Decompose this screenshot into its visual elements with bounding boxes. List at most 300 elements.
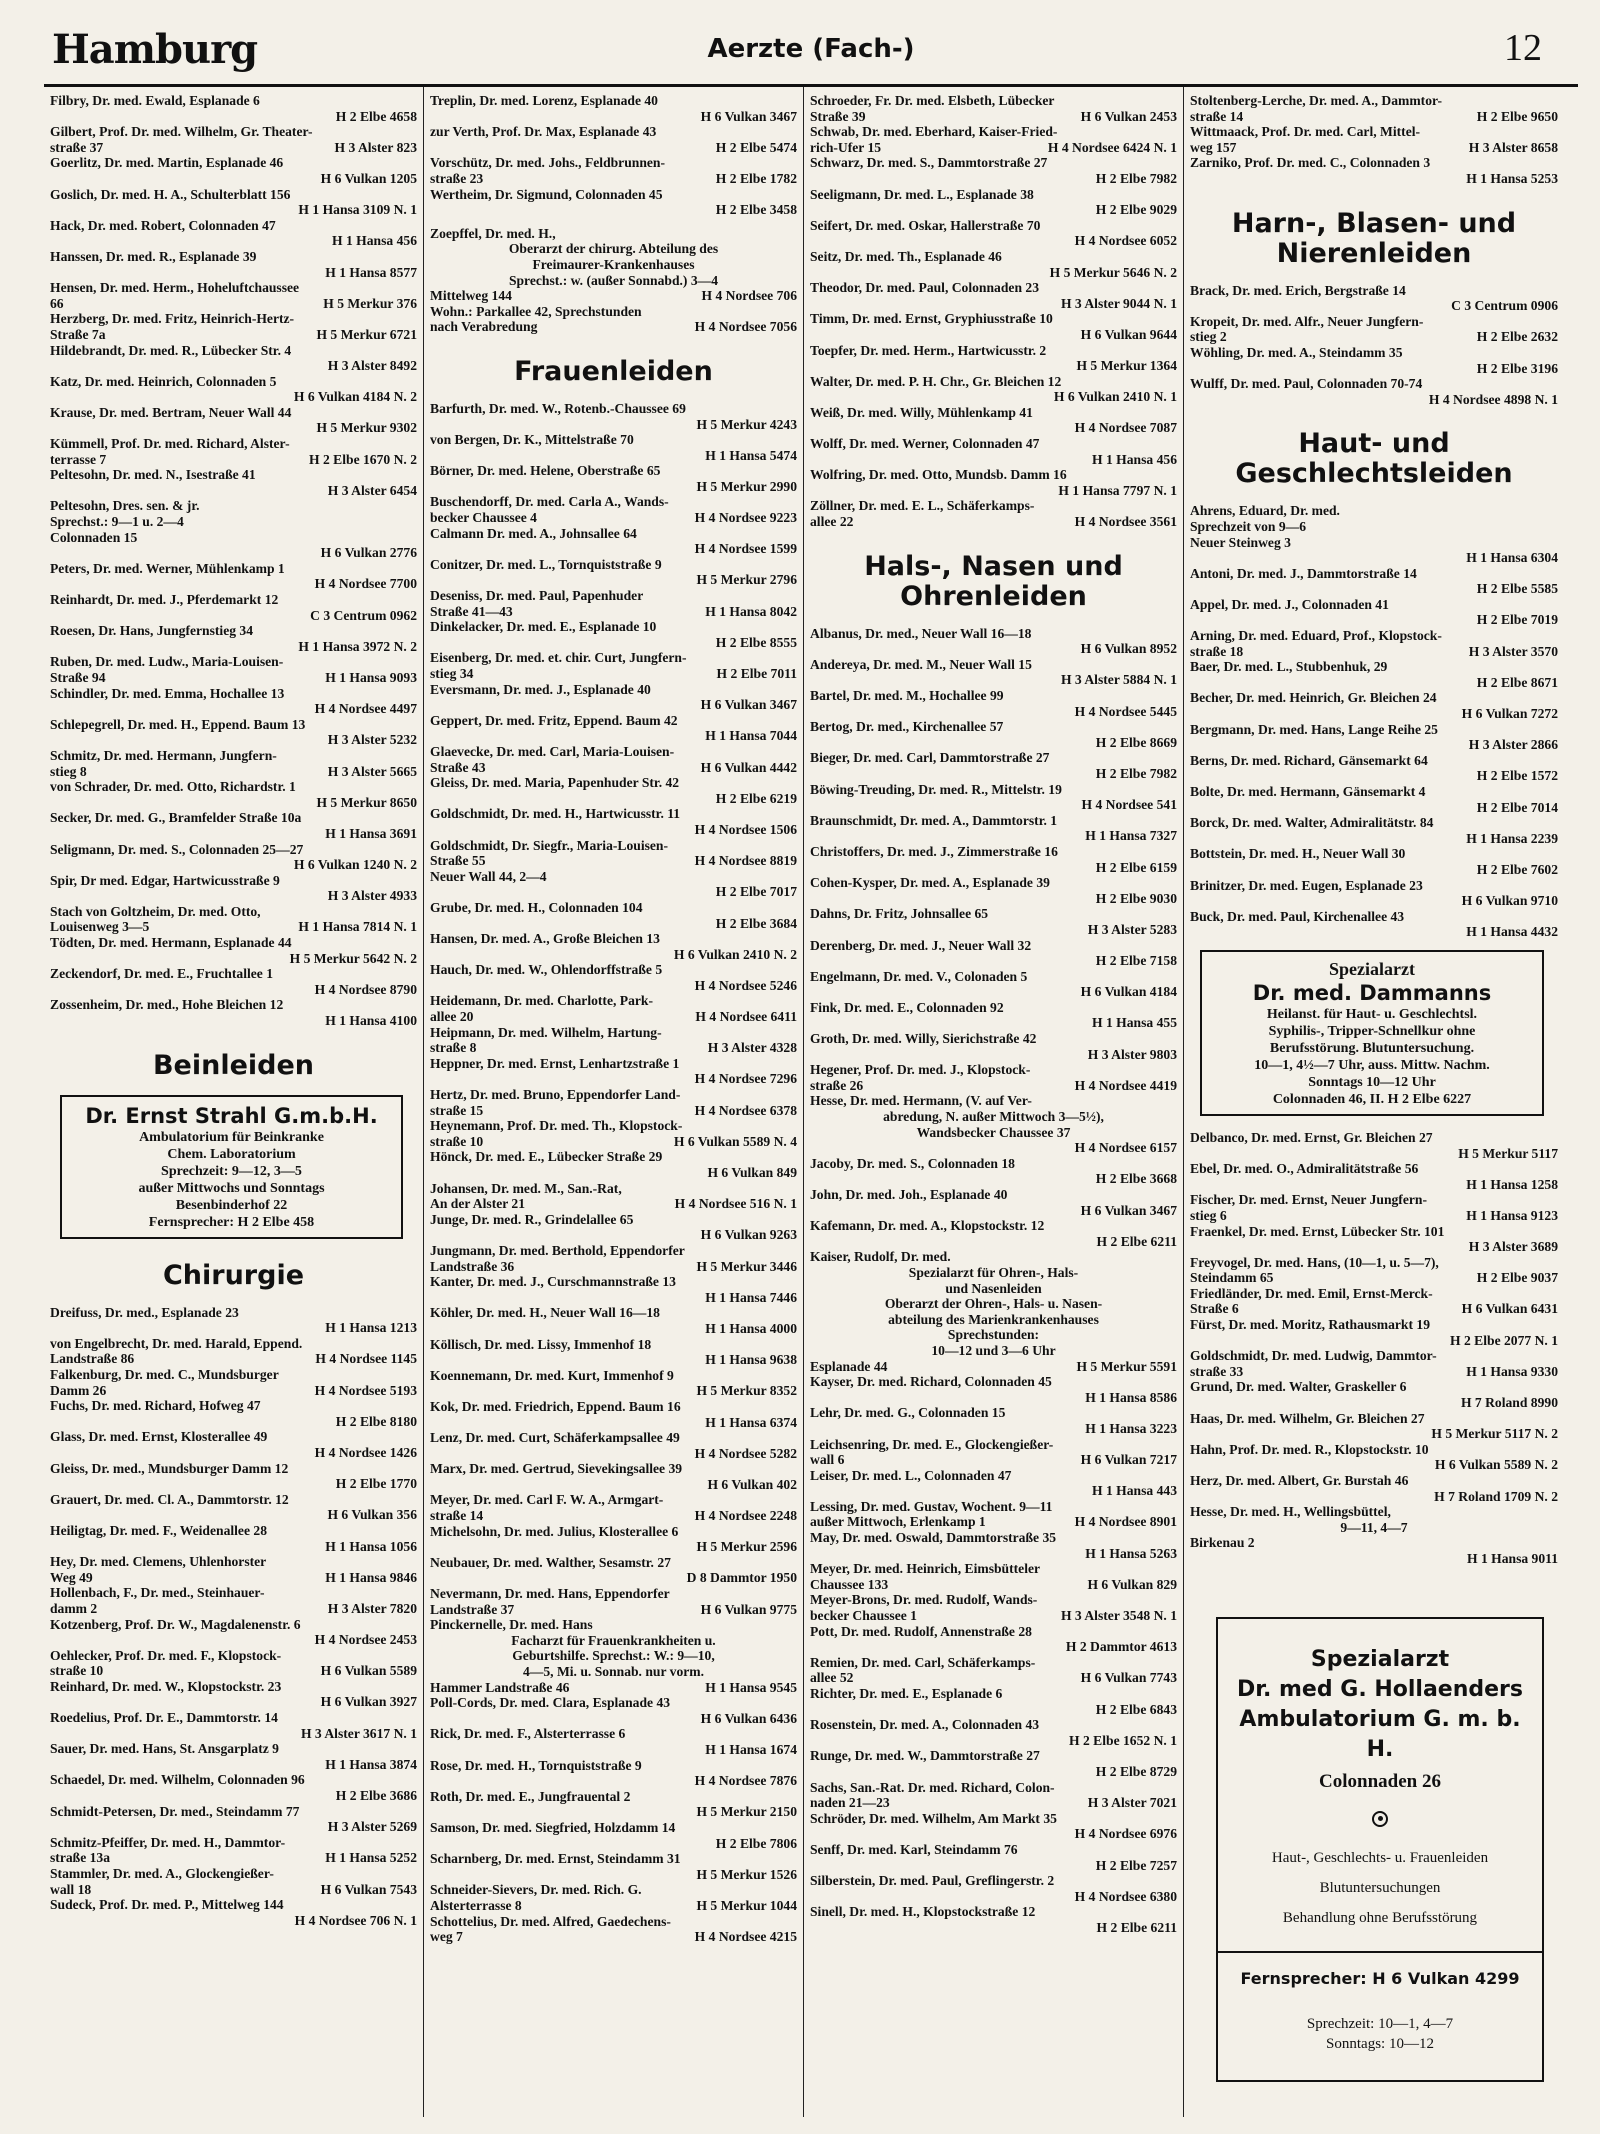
entry-name: Silberstein, Dr. med. Paul, Greflingerstr. 2 [810, 1873, 1055, 1889]
entry-continuation-row [810, 1795, 1177, 1811]
entry-name: Hanssen, Dr. med. R., Esplanade 39 [50, 248, 257, 264]
entry-name: Böwing-Treuding, Dr. med. R., Mittelstr. 19 [810, 781, 1062, 797]
entry-continuation-row [810, 1577, 1177, 1593]
listing-entry [810, 813, 1177, 844]
listing-entry [50, 623, 417, 654]
entry-name: Reinhard, Dr. med. W., Klopstockstr. 23 [50, 1678, 282, 1694]
entry-name: Scharnberg, Dr. med. Ernst, Steindamm 31 [430, 1851, 681, 1867]
entry-phone: H 3 Alster 823 [334, 139, 417, 155]
listing-entry [1190, 345, 1558, 376]
entry-phone: H 6 Vulkan 829 [1087, 1576, 1177, 1592]
listing-entry [1190, 659, 1558, 690]
entry-name: Hesse, Dr. med. Hermann, (V. auf Ver- [810, 1093, 1032, 1109]
listing-entry [810, 1156, 1177, 1187]
entry-phone: H 2 Elbe 1670 N. 2 [309, 451, 417, 467]
entry-phone: H 3 Alster 7021 [1087, 1795, 1177, 1811]
entry-phone: H 3 Alster 4328 [707, 1040, 797, 1056]
listing-entry [810, 1437, 1177, 1468]
entry-continuation-row [810, 1608, 1177, 1624]
listing-entry [1190, 1286, 1558, 1317]
entry-phone: H 1 Hansa 5263 [1085, 1545, 1177, 1561]
ring-ornament-icon [1372, 1811, 1388, 1827]
entry-address: Sprechst.: 9—1 u. 2—4 [50, 514, 184, 530]
listing-entry [810, 1780, 1177, 1811]
entry-name: Ebel, Dr. med. O., Admiralitätstraße 56 [1190, 1161, 1419, 1177]
ad-line: Behandlung ohne Berufsstörung [1282, 1909, 1478, 1926]
entry-address: straße 8 [430, 1040, 477, 1056]
entry-phone: H 6 Vulkan 3467 [700, 108, 797, 124]
entry-name: Ruben, Dr. med. Ludw., Maria-Louisen- [50, 654, 284, 670]
listing-entry [1190, 722, 1558, 753]
entry-detail: Wandsbecker Chaussee 37 [916, 1124, 1071, 1140]
entry-name: Goslich, Dr. med. H. A., Schulterblatt 156 [50, 186, 291, 202]
entry-name: Wertheim, Dr. Sigmund, Colonnaden 45 [430, 186, 663, 202]
entry-address: rich-Ufer 15 [810, 139, 882, 155]
entry-phone: H 1 Hansa 4000 [705, 1320, 797, 1336]
entry-phone: H 4 Nordsee 6380 [1074, 1888, 1177, 1904]
listing-entry [50, 1897, 417, 1928]
entry-address: straße 33 [1190, 1363, 1244, 1379]
listing-entry [1190, 1379, 1558, 1410]
listing-entry [430, 1492, 797, 1523]
entry-name: Dreifuss, Dr. med., Esplanade 23 [50, 1304, 239, 1320]
listing-entry [810, 1624, 1177, 1655]
page-header [44, 22, 1578, 87]
entry-phone: H 4 Nordsee 2248 [694, 1508, 797, 1524]
entry-continuation-row [430, 319, 797, 335]
entry-phone: H 1 Hansa 8577 [325, 264, 417, 280]
listing-entry [1190, 376, 1558, 407]
entry-name: Brack, Dr. med. Erich, Bergstraße 14 [1190, 282, 1406, 298]
entry-name: Toepfer, Dr. med. Herm., Hartwicusstr. 2 [810, 342, 1047, 358]
entry-address: straße 10 [50, 1663, 104, 1679]
listing-entry [50, 1741, 417, 1772]
listing-entry [430, 1149, 797, 1180]
listing-entry [50, 1554, 417, 1585]
entry-name: Calmann Dr. med. A., Johnsallee 64 [430, 525, 637, 541]
entry-name: Fürst, Dr. med. Moritz, Rathausmarkt 19 [1190, 1317, 1431, 1333]
entry-name: Heynemann, Prof. Dr. med. Th., Klopstock- [430, 1118, 683, 1134]
ad-line: Syphilis-, Tripper-Schnellkur ohne [1268, 1023, 1476, 1039]
entry-name: Peters, Dr. med. Werner, Mühlenkamp 1 [50, 560, 285, 576]
ad-line: Berufsstörung. Blutuntersuchung. [1269, 1040, 1475, 1056]
entry-name: Kotzenberg, Prof. Dr. W., Magdalenenstr. 6 [50, 1616, 301, 1632]
entry-continuation-row [430, 1196, 797, 1212]
listing-entry [810, 1873, 1177, 1904]
entry-phone: H 2 Elbe 7257 [1095, 1857, 1177, 1873]
listing-entry [430, 1181, 797, 1212]
entry-phone: H 1 Hansa 1258 [1466, 1176, 1558, 1192]
entry-address: wall 6 [810, 1452, 845, 1468]
entry-phone: H 1 Hansa 5253 [1466, 170, 1558, 186]
entry-phone: H 4 Nordsee 4215 [694, 1929, 797, 1945]
listing-entry [810, 844, 1177, 875]
entry-name: Borck, Dr. med. Walter, Admiralitätstr. 84 [1190, 815, 1434, 831]
entry-name: Dinkelacker, Dr. med. E., Esplanade 10 [430, 619, 657, 635]
listing-entry [810, 626, 1177, 657]
listing-entry [50, 249, 417, 280]
entry-name: Wolfring, Dr. med. Otto, Mundsb. Damm 16 [810, 467, 1067, 483]
entry-name: Tödten, Dr. med. Hermann, Esplanade 44 [50, 935, 292, 951]
listing-entry [810, 374, 1177, 405]
entry-phone: H 2 Elbe 7158 [1095, 953, 1177, 969]
entry-detail: Oberarzt der Ohren-, Hals- u. Nasen- [884, 1296, 1103, 1312]
entry-name: Roth, Dr. med. E., Jungfrauental 2 [430, 1788, 631, 1804]
ad-hours: Sonntags: 10—12 [1326, 2035, 1434, 2052]
entry-name: Lessing, Dr. med. Gustav, Wochent. 9—11 [810, 1498, 1053, 1514]
entry-phone: H 5 Merkur 2796 [696, 572, 797, 588]
entry-address: naden 21—23 [810, 1795, 890, 1811]
listing-entry [50, 779, 417, 810]
entry-phone: H 3 Alster 4933 [327, 888, 417, 904]
listing-entry [810, 782, 1177, 813]
entry-continuation-row [430, 666, 797, 682]
entry-continuation-row [430, 1508, 797, 1524]
entry-name: Fuchs, Dr. med. Richard, Hofweg 47 [50, 1398, 261, 1414]
entry-name: Zoepffel, Dr. med. H., [430, 225, 556, 241]
entry-continuation-row [810, 1514, 1177, 1530]
entry-phone: H 2 Elbe 7019 [1476, 612, 1558, 628]
entry-name: Senff, Dr. med. Karl, Steindamm 76 [810, 1841, 1018, 1857]
entry-continuation-row [430, 288, 797, 304]
entry-phone: H 6 Vulkan 7217 [1080, 1452, 1177, 1468]
entry-name: Freyvogel, Dr. med. Hans, (10—1, u. 5—7), [1190, 1254, 1439, 1270]
entry-address: damm 2 [50, 1600, 98, 1616]
entry-name: Leichsenring, Dr. med. E., Glockengießer- [810, 1436, 1054, 1452]
entry-continuation-row [50, 764, 417, 780]
entry-phone: H 4 Nordsee 8901 [1074, 1514, 1177, 1530]
advertisement-box-large [1216, 1617, 1544, 2082]
entry-phone: H 4 Nordsee 5193 [314, 1382, 417, 1398]
entry-name: Eisenberg, Dr. med. et. chir. Curt, Jungfern- [430, 650, 687, 666]
listing-entry [430, 1368, 797, 1399]
entry-phone: H 6 Vulkan 5589 [320, 1663, 417, 1679]
entry-address: Straße 7a [50, 326, 106, 342]
listing-entry [810, 1842, 1177, 1873]
entry-name: Delbanco, Dr. med. Ernst, Gr. Bleichen 27 [1190, 1129, 1433, 1145]
entry-name: Schmidt-Petersen, Dr. med., Steindamm 77 [50, 1803, 300, 1819]
ad-hours: Sprechzeit: 10—1, 4—7 [1306, 2015, 1454, 2032]
entry-phone: H 4 Nordsee 9223 [694, 510, 797, 526]
listing-entry [430, 900, 797, 931]
section-heading: Haut- und Geschlechtsleiden [1235, 428, 1513, 490]
entry-name: Köhler, Dr. med. H., Neuer Wall 16—18 [430, 1305, 660, 1321]
listing-entry [50, 218, 417, 249]
listing-entry [810, 405, 1177, 436]
entry-phone: H 1 Hansa 4100 [325, 1013, 417, 1029]
ad-divider [1218, 1951, 1542, 1953]
listing-entry [430, 1430, 797, 1461]
entry-phone: H 3 Alster 5283 [1087, 921, 1177, 937]
ad-phone: Fernsprecher: H 6 Vulkan 4299 [1240, 1968, 1520, 1988]
entry-name: Schindler, Dr. med. Emma, Hochallee 13 [50, 685, 285, 701]
entry-address: Landstraße 37 [430, 1601, 515, 1617]
entry-phone: H 2 Elbe 8669 [1095, 734, 1177, 750]
listing-entry [430, 806, 797, 837]
entry-name: Marx, Dr. med. Gertrud, Sievekingsallee 39 [430, 1461, 683, 1477]
entry-phone: H 6 Vulkan 7543 [320, 1881, 417, 1897]
entry-continuation-row [810, 1359, 1177, 1375]
entry-name: Appel, Dr. med. J., Colonnaden 41 [1190, 596, 1389, 612]
entry-name: Hack, Dr. med. Robert, Colonnaden 47 [50, 217, 276, 233]
entry-name: Pinckernelle, Dr. med. Hans [430, 1617, 593, 1633]
entry-continuation-row [430, 1602, 797, 1618]
entry-name: Brinitzer, Dr. med. Eugen, Esplanade 23 [1190, 877, 1423, 893]
entry-phone: H 5 Merkur 5117 [1458, 1145, 1558, 1161]
entry-name: Meyer, Dr. med. Heinrich, Eimsbütteler [810, 1561, 1041, 1577]
entry-phone: H 5 Merkur 1364 [1076, 358, 1177, 374]
entry-name: Jacoby, Dr. med. S., Colonnaden 18 [810, 1155, 1015, 1171]
entry-phone: H 6 Vulkan 8952 [1080, 641, 1177, 657]
entry-address: terrasse 7 [50, 451, 107, 467]
entry-phone: H 5 Merkur 2150 [696, 1804, 797, 1820]
entry-detail: Facharzt für Frauenkrankheiten u. [511, 1632, 716, 1648]
listing-entry [50, 935, 417, 966]
listing-entry [1190, 1411, 1558, 1442]
listing-entry [50, 280, 417, 311]
section-heading: Harn-, Blasen- und Nierenleiden [1231, 207, 1517, 269]
entry-name: Schröder, Dr. med. Wilhelm, Am Markt 35 [810, 1810, 1057, 1826]
entry-phone: H 6 Vulkan 3927 [320, 1694, 417, 1710]
entry-detail: 4—5, Mi. u. Sonnab. nur vorm. [522, 1664, 705, 1679]
entry-name: Glaevecke, Dr. med. Carl, Maria-Louisen- [430, 743, 675, 759]
entry-address: straße 26 [810, 1077, 864, 1093]
entry-address: Straße 55 [430, 853, 486, 869]
entry-detail: Spezialarzt für Ohren-, Hals- [908, 1264, 1079, 1280]
listing-entry [810, 1748, 1177, 1779]
entry-name: Eversmann, Dr. med. J., Esplanade 40 [430, 681, 651, 697]
entry-name: zur Verth, Prof. Dr. Max, Esplanade 43 [430, 124, 657, 140]
entry-phone: H 6 Vulkan 4184 N. 2 [293, 389, 417, 405]
listing-entry [430, 713, 797, 744]
entry-address: weg 157 [1190, 139, 1237, 155]
entry-name: Pott, Dr. med. Rudolf, Annenstraße 28 [810, 1623, 1032, 1639]
entry-name: Kümmell, Prof. Dr. med. Richard, Alster- [50, 436, 290, 452]
entry-name: Hertz, Dr. med. Bruno, Eppendorfer Land- [430, 1087, 681, 1103]
entry-name: Grube, Dr. med. H., Colonnaden 104 [430, 899, 643, 915]
listing-entry [430, 682, 797, 713]
listing-entry [810, 155, 1177, 186]
listing-entry [430, 187, 797, 218]
listing-entry [1190, 628, 1558, 659]
ad-line: Haut-, Geschlechts- u. Frauenleiden [1271, 1849, 1489, 1866]
entry-continuation-row [1190, 1301, 1558, 1317]
entry-continuation-row [1190, 329, 1558, 345]
entry-name: Theodor, Dr. med. Paul, Colonnaden 23 [810, 280, 1039, 296]
entry-phone: H 4 Nordsee 541 [1081, 797, 1177, 813]
entry-name: Schroeder, Fr. Dr. med. Elsbeth, Lübecker [810, 93, 1055, 108]
entry-phone: H 5 Merkur 6721 [316, 326, 417, 342]
listing-entry [50, 966, 417, 997]
entry-phone: H 5 Merkur 4243 [696, 416, 797, 432]
entry-detail: Oberarzt der chirurg. Abteilung des [508, 241, 719, 257]
entry-name: Stach von Goltzheim, Dr. med. Otto, [50, 903, 261, 919]
entry-name: Weiß, Dr. med. Willy, Mühlenkamp 41 [810, 404, 1033, 420]
entry-name: Reinhardt, Dr. med. J., Pferdemarkt 12 [50, 592, 279, 607]
listing-entry [1190, 314, 1558, 345]
entry-phone: H 6 Vulkan 356 [327, 1507, 417, 1523]
entry-phone: H 6 Vulkan 2453 [1080, 108, 1177, 124]
entry-continuation-row [430, 510, 797, 526]
listing-entry [430, 155, 797, 186]
listing-entry [50, 187, 417, 218]
entry-address: straße 14 [430, 1508, 484, 1524]
entry-continuation-row [1190, 140, 1558, 156]
entry-phone: H 6 Vulkan 849 [707, 1165, 797, 1180]
listing-entry [50, 374, 417, 405]
listing-entry [1190, 815, 1558, 846]
listing-entry [430, 1087, 797, 1118]
entry-name: Kayser, Dr. med. Richard, Colonnaden 45 [810, 1374, 1052, 1390]
entry-address: allee 22 [810, 514, 854, 530]
entry-phone: H 2 Elbe 7011 [716, 666, 797, 681]
listing-entry [50, 1585, 417, 1616]
entry-name: Becher, Dr. med. Heinrich, Gr. Bleichen 24 [1190, 690, 1437, 706]
entry-continuation-row [50, 1601, 417, 1617]
listing-entry [430, 931, 797, 962]
entry-phone: H 2 Elbe 2632 [1476, 329, 1558, 345]
listing-entry [430, 1305, 797, 1336]
entry-phone: C 3 Centrum 0962 [310, 607, 417, 623]
listing-entry [810, 875, 1177, 906]
listing-entry [430, 1337, 797, 1368]
entry-name: Sinell, Dr. med. H., Klopstockstraße 12 [810, 1904, 1036, 1920]
listing-entry [810, 124, 1177, 155]
listing-entry [430, 869, 797, 900]
entry-name: Falkenburg, Dr. med. C., Mundsburger [50, 1367, 279, 1382]
entry-name: Schaedel, Dr. med. Wilhelm, Colonnaden 96 [50, 1772, 305, 1788]
entry-continuation-row [50, 296, 417, 312]
entry-phone: H 1 Hansa 3109 N. 1 [298, 202, 417, 218]
entry-name: Sudeck, Prof. Dr. med. P., Mittelweg 144 [50, 1897, 284, 1913]
listing-entry [810, 93, 1177, 124]
entry-phone: H 2 Elbe 7602 [1476, 861, 1558, 877]
listing-entry [430, 1025, 797, 1056]
entry-continuation-row [430, 1929, 797, 1945]
entry-name: Deseniss, Dr. med. Paul, Papenhuder [430, 588, 644, 604]
entry-name: Remien, Dr. med. Carl, Schäferkamps- [810, 1654, 1036, 1670]
entry-name: Conitzer, Dr. med. L., Tornquiststraße 9 [430, 556, 662, 572]
entry-phone: H 3 Alster 9044 N. 1 [1060, 295, 1177, 311]
entry-name: Seifert, Dr. med. Oskar, Hallerstraße 70 [810, 217, 1041, 233]
entry-name: Zarniko, Prof. Dr. med. C., Colonnaden 3 [1190, 155, 1431, 171]
listing-entry [430, 993, 797, 1024]
entry-name: Colonnaden 15 [50, 529, 138, 545]
entry-name: Wittmaack, Prof. Dr. med. Carl, Mittel- [1190, 124, 1421, 140]
entry-name: Oehlecker, Prof. Dr. med. F., Klopstock- [50, 1647, 282, 1663]
entry-name: Wolff, Dr. med. Werner, Colonnaden 47 [810, 436, 1040, 452]
listing-entry [430, 1726, 797, 1757]
entry-phone: H 1 Hansa 9846 [325, 1569, 417, 1585]
entry-continuation-row [430, 1040, 797, 1056]
listing-entry [810, 1000, 1177, 1031]
listing-entry [430, 226, 797, 304]
entry-name: Heiligtag, Dr. med. F., Weidenallee 28 [50, 1522, 267, 1538]
entry-name: Zossenheim, Dr. med., Hohe Bleichen 12 [50, 997, 284, 1013]
entry-name: Hauch, Dr. med. W., Ohlendorffstraße 5 [430, 962, 663, 978]
entry-continuation-row [430, 1134, 797, 1150]
entry-phone: H 2 Elbe 8555 [715, 634, 797, 650]
entry-name: Schlepegrell, Dr. med. H., Eppend. Baum 13 [50, 716, 306, 732]
listing-entry [430, 1524, 797, 1555]
entry-name: Baer, Dr. med. L., Stubbenhuk, 29 [1190, 659, 1388, 675]
listing-entry [50, 530, 417, 561]
entry-name: Bottstein, Dr. med. H., Neuer Wall 30 [1190, 846, 1406, 862]
entry-phone: H 5 Merkur 5117 N. 2 [1431, 1426, 1558, 1442]
listing-entry [810, 1530, 1177, 1561]
entry-name: Hildebrandt, Dr. med. R., Lübecker Str. 4 [50, 342, 292, 358]
entry-name: Leiser, Dr. med. L., Colonnaden 47 [810, 1467, 1012, 1483]
section-title: Aerzte (Fach-) [707, 34, 915, 64]
entry-phone: H 4 Nordsee 8790 [314, 981, 417, 997]
entry-phone: H 4 Nordsee 6976 [1074, 1826, 1177, 1842]
entry-phone: H 5 Merkur 5591 [1076, 1358, 1177, 1374]
entry-phone: H 3 Alster 8658 [1468, 139, 1558, 155]
entry-name: Ahrens, Eduard, Dr. med. [1190, 503, 1340, 519]
entry-phone: H 2 Elbe 9030 [1095, 890, 1177, 906]
entry-phone: H 5 Merkur 5642 N. 2 [289, 950, 417, 966]
entry-name: Poll-Cords, Dr. med. Clara, Esplanade 43 [430, 1695, 671, 1711]
listing-entry [1190, 909, 1558, 940]
entry-phone: H 2 Elbe 8729 [1095, 1763, 1177, 1779]
ad-line: Blutuntersuchungen [1319, 1879, 1441, 1896]
entry-address: An der Alster 21 [430, 1196, 526, 1212]
listing-entry [810, 1249, 1177, 1374]
ad-line: außer Mittwochs und Sonntags [138, 1180, 325, 1196]
entry-phone: H 3 Alster 3548 N. 1 [1060, 1608, 1177, 1624]
entry-name: Timm, Dr. med. Ernst, Gryphiusstraße 10 [810, 311, 1053, 327]
listing-entry [50, 1710, 417, 1741]
listing-entry [810, 467, 1177, 498]
entry-phone: H 3 Alster 6454 [327, 482, 417, 498]
entry-name: Seligmann, Dr. med. S., Colonnaden 25—27 [50, 841, 304, 857]
listing-entry [810, 249, 1177, 280]
ad-line: Colonnaden 46, II. H 2 Elbe 6227 [1272, 1091, 1472, 1107]
entry-name: Herz, Dr. med. Albert, Gr. Burstah 46 [1190, 1473, 1409, 1488]
entry-phone: H 1 Hansa 456 [332, 233, 417, 249]
entry-continuation-row [50, 1570, 417, 1586]
entry-name: Richter, Dr. med. E., Esplanade 6 [810, 1686, 1003, 1701]
entry-address: stieg 6 [1190, 1207, 1227, 1223]
entry-phone: H 6 Vulkan 3467 [1080, 1202, 1177, 1218]
entry-phone: H 4 Nordsee 5246 [694, 977, 797, 993]
entry-name: Kok, Dr. med. Friedrich, Eppend. Baum 16 [430, 1398, 681, 1414]
entry-phone: H 1 Hansa 3874 [325, 1756, 417, 1772]
entry-name: Gleiss, Dr. med., Mundsburger Damm 12 [50, 1460, 289, 1476]
entry-name: Hensen, Dr. med. Herm., Hoheluftchaussee [50, 280, 300, 296]
listing-entry [1190, 535, 1558, 566]
entry-continuation-row [430, 1103, 797, 1119]
entry-detail: 10—12 und 3—6 Uhr [931, 1342, 1056, 1358]
entry-phone: H 6 Vulkan 2410 N. 1 [1053, 389, 1177, 405]
advertisement-box [1200, 950, 1544, 1116]
entry-phone: H 1 Hansa 3223 [1085, 1420, 1177, 1436]
entry-phone: H 4 Nordsee 4497 [314, 701, 417, 717]
entry-address: Straße 94 [50, 669, 106, 685]
entry-name: Hegener, Prof. Dr. med. J., Klopstock- [810, 1062, 1031, 1078]
entry-name: Haas, Dr. med. Wilhelm, Gr. Bleichen 27 [1190, 1410, 1425, 1426]
listing-entry [50, 1648, 417, 1679]
entry-name: Wohn.: Parkallee 42, Sprechstunden [430, 303, 642, 319]
listing-entry [50, 686, 417, 717]
listing-entry [50, 842, 417, 873]
entry-phone: H 2 Elbe 6159 [1095, 859, 1177, 875]
listing-entry [810, 343, 1177, 374]
entry-phone: H 4 Nordsee 7876 [694, 1773, 797, 1789]
entry-phone: H 6 Vulkan 9263 [700, 1227, 797, 1243]
entry-detail: Freimaurer-Krankenhauses [532, 256, 695, 272]
entry-address: Chaussee 133 [810, 1576, 889, 1592]
